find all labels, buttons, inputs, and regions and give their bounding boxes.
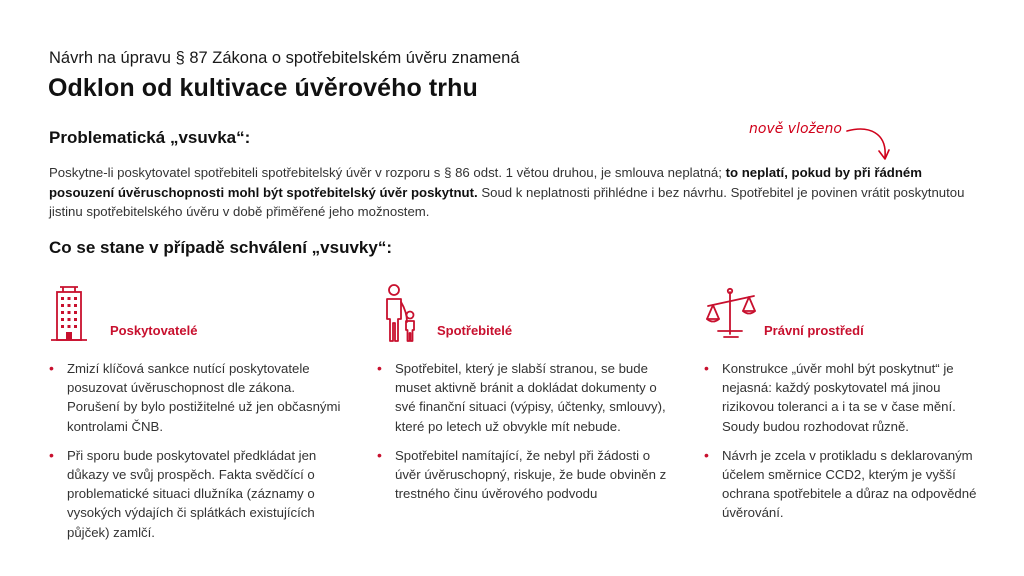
list-item: • Při sporu bude poskytovatel předkládat jen důkazy ve svůj prospěch. Fakta svědčící o problematické situaci dlužníka (záznamy o vysokých výdajích či splátkách existujících půjček) zamlčí. (49, 446, 349, 542)
list-item: • Návrh je zcela v protikladu s deklarovaným účelem směrnice CCD2, kterým je vyšší ochrana spotřebitele a důraz na odpovědné úvěrování. (704, 446, 984, 523)
list-item: • Konstrukce „úvěr mohl být poskytnut“ je nejasná: každý poskytovatel má jinou rizikovou toleranci a i ta se v čase mění. Soudy budou rozhodovat různě. (704, 359, 984, 436)
list-item: • Zmizí klíčová sankce nutící poskytovatele posuzovat úvěruschopnost dle zákona. Porušení by bylo postižitelné už jen občasnými kontrolami ČNB. (49, 359, 349, 436)
family-icon (377, 282, 433, 344)
insertion-heading: Problematická „vsuvka“: (49, 128, 251, 147)
consequences-heading: Co se stane v případě schválení „vsuvky“: (49, 238, 392, 257)
column-label: Spotřebitelé (437, 323, 513, 338)
column-label: Poskytovatelé (110, 323, 198, 338)
scales-icon (704, 282, 760, 344)
new-insertion-note: nově vloženo (749, 121, 842, 137)
list-item: • Spotřebitel namítající, že nebyl při žádosti o úvěr úvěruschopný, riskuje, že bude obviněn z trestného činu úvěrového podvodu (377, 446, 677, 504)
curved-arrow-icon (843, 123, 893, 165)
subtitle: Návrh na úpravu § 87 Zákona o spotřebitelském úvěru znamená (49, 49, 520, 67)
building-icon (49, 282, 105, 344)
insertion-text-highlight: to neplatí, pokud by při řádném posouzení úvěruschopnosti mohl být spotřebitelský úvěr poskytnut. (49, 165, 922, 200)
insertion-text (49, 163, 979, 222)
column-label: Právní prostředí (764, 323, 864, 338)
bullet-list (49, 359, 349, 552)
bullet-list (704, 359, 984, 533)
page-title: Odklon od kultivace úvěrového trhu (48, 74, 478, 102)
insertion-text-part: Poskytne-li poskytovatel spotřebiteli spotřebitelský úvěr v rozporu s § 86 odst. 1 větou druhou, je smlouva neplatná; (49, 165, 726, 180)
bullet-list (377, 359, 677, 513)
insertion-text-part: Soud k neplatnosti přihlédne i bez návrhu. Spotřebitel je povinen vrátit poskytnutou jistinu spotřebitelského úvěru v době přiměřené jeho možnostem. (49, 184, 965, 219)
list-item: • Spotřebitel, který je slabší stranou, se bude muset aktivně bránit a dokládat dokumenty o své finanční situaci (výpisy, účtenky, smlouvy), které po letech už obvykle mít nebude. (377, 359, 677, 436)
